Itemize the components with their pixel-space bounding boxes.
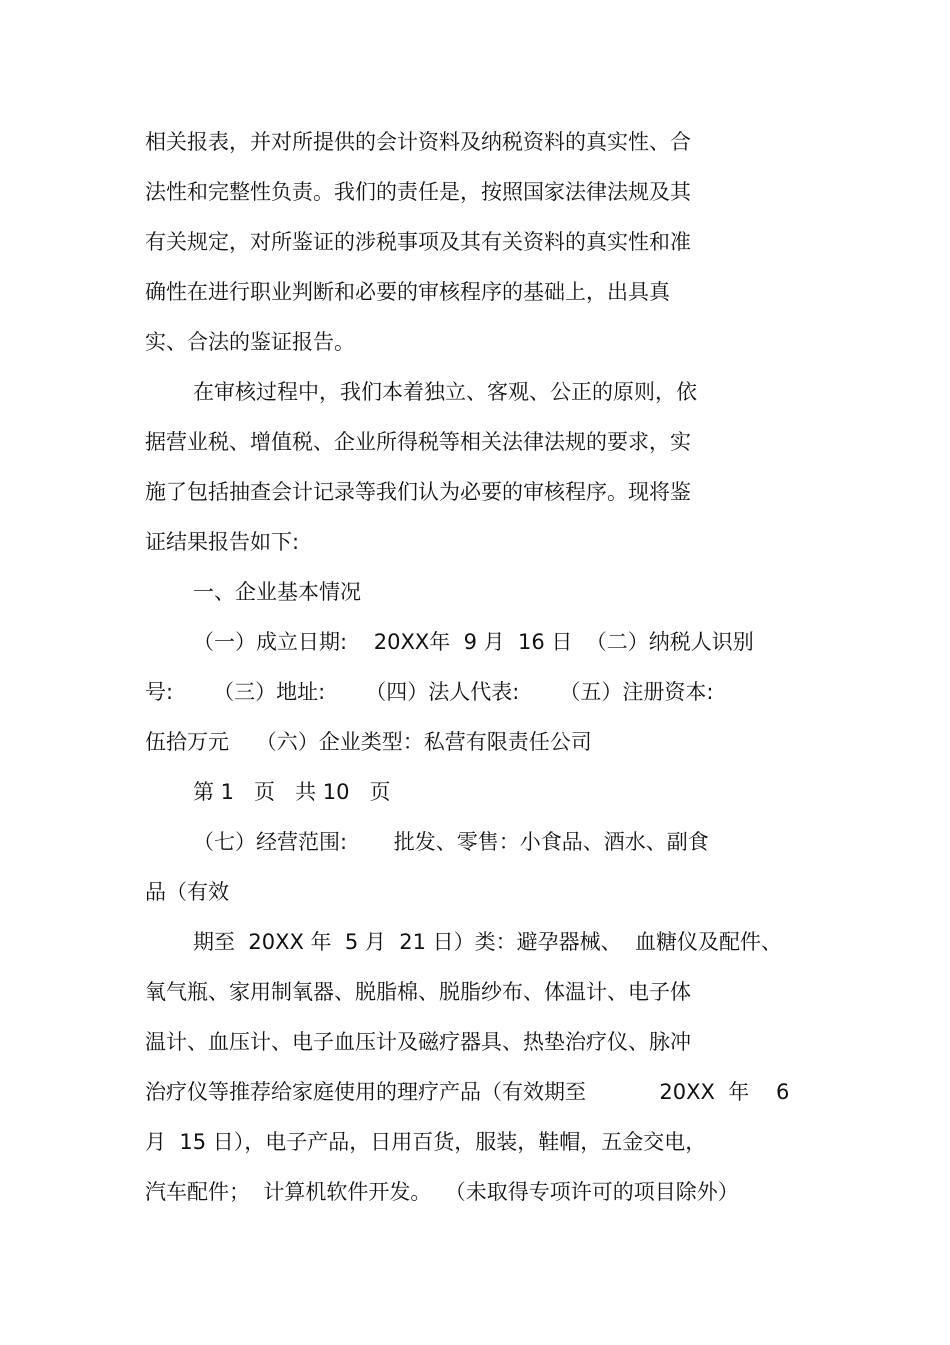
text-line: 确性在进行职业判断和必要的审核程序的基础上，出具真	[145, 280, 670, 304]
text-line: 有关规定，对所鉴证的涉税事项及其有关资料的真实性和准	[145, 230, 691, 254]
text-line: 实、合法的鉴证报告。	[145, 330, 355, 354]
info-line: 号: （三）地址: （四）法人代表: （五）注册资本:	[145, 680, 714, 704]
text-line: 期至 20XX 年 5 月 21 日）类：避孕器械、 血糖仪及配件、	[193, 930, 783, 954]
text-line: 证结果报告如下:	[145, 530, 300, 554]
text-line: 汽车配件； 计算机软件开发。 （未取得专项许可的项目除外）	[145, 1180, 739, 1204]
page-number: 第 1 页 共 10 页	[193, 780, 391, 804]
text-line: 施了包括抽查会计记录等我们认为必要的审核程序。现将鉴	[145, 480, 691, 504]
text-line: 据营业税、增值税、企业所得税等相关法律法规的要求，实	[145, 430, 691, 454]
info-line: （七）经营范围: 批发、零售：小食品、酒水、副食	[193, 830, 709, 854]
text-line: 法性和完整性负责。我们的责任是，按照国家法律法规及其	[145, 180, 691, 204]
info-line: （一）成立日期: 20XX年 9 月 16 日 （二）纳税人识别	[193, 630, 754, 654]
text-line: 相关报表，并对所提供的会计资料及纳税资料的真实性、合	[145, 130, 691, 154]
info-line: 伍拾万元 （六）企业类型：私营有限责任公司	[145, 730, 592, 754]
text-line: 月 15 日），电子产品，日用百货，服装，鞋帽，五金交电，	[145, 1130, 707, 1154]
text-line: 品（有效	[145, 880, 229, 904]
section-heading: 一、企业基本情况	[193, 580, 361, 604]
paragraph-start-line: 在审核过程中，我们本着独立、客观、公正的原则，依	[193, 380, 697, 404]
text-line: 氧气瓶、家用制氧器、脱脂棉、脱脂纱布、体温计、电子体	[145, 980, 691, 1004]
text-line: 温计、血压计、电子血压计及磁疗器具、热垫治疗仪、脉冲	[145, 1030, 691, 1054]
text-line: 治疗仪等推荐给家庭使用的理疗产品（有效期至 20XX 年 6	[145, 1080, 790, 1104]
